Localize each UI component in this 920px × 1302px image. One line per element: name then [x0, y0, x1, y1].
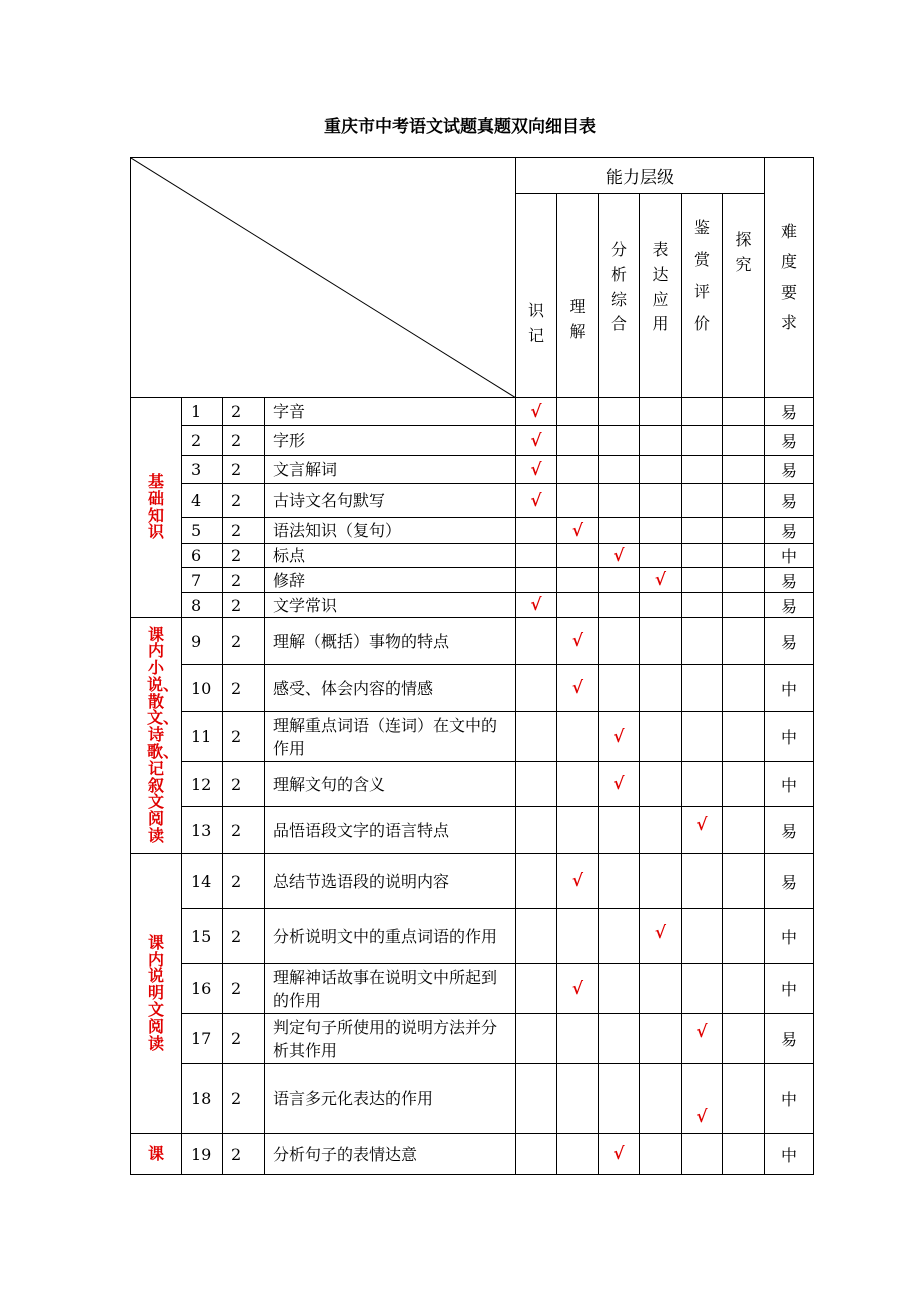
empty-level-cell	[723, 426, 765, 456]
item-score: 2	[223, 426, 265, 456]
level-header-label: 识记	[527, 300, 544, 345]
empty-level-cell	[640, 593, 682, 618]
empty-level-cell	[682, 618, 723, 665]
document-title: 重庆市中考语文试题真题双向细目表	[324, 117, 596, 137]
empty-level-cell	[682, 762, 723, 807]
item-score: 2	[223, 518, 265, 544]
empty-level-cell	[557, 456, 599, 484]
item-content: 理解文句的含义	[265, 762, 516, 807]
item-score: 2	[223, 568, 265, 593]
item-content: 文学常识	[265, 593, 516, 618]
item-number: 1	[182, 398, 223, 426]
item-score: 2	[223, 1134, 265, 1175]
empty-level-cell	[516, 618, 557, 665]
difficulty-value: 易	[765, 398, 814, 426]
empty-level-cell	[557, 568, 599, 593]
empty-level-cell	[557, 484, 599, 518]
diagonal-line	[131, 158, 516, 398]
level-header-label: 表达应用	[652, 240, 669, 334]
table-row	[131, 762, 814, 807]
empty-level-cell	[599, 568, 640, 593]
empty-level-cell	[516, 665, 557, 712]
empty-level-cell	[682, 426, 723, 456]
item-score: 2	[223, 807, 265, 854]
item-content: 品悟语段文字的语言特点	[265, 807, 516, 854]
empty-level-cell	[640, 484, 682, 518]
empty-level-cell	[599, 665, 640, 712]
difficulty-value: 易	[765, 1014, 814, 1064]
empty-level-cell	[640, 712, 682, 762]
empty-level-cell	[640, 398, 682, 426]
empty-level-cell	[516, 762, 557, 807]
item-score: 2	[223, 484, 265, 518]
difficulty-value: 易	[765, 456, 814, 484]
empty-level-cell	[723, 1014, 765, 1064]
item-score: 2	[223, 665, 265, 712]
empty-level-cell	[557, 398, 599, 426]
item-number: 6	[182, 544, 223, 568]
difficulty-value: 易	[765, 854, 814, 909]
empty-level-cell	[599, 1014, 640, 1064]
item-score: 2	[223, 1014, 265, 1064]
item-number: 18	[182, 1064, 223, 1134]
empty-level-cell	[640, 964, 682, 1014]
check-mark: √	[599, 762, 640, 807]
level-header-label: 探究	[735, 230, 752, 274]
item-score: 2	[223, 762, 265, 807]
empty-level-cell	[682, 909, 723, 964]
check-mark: √	[599, 1134, 640, 1175]
empty-level-cell	[516, 964, 557, 1014]
item-score: 2	[223, 398, 265, 426]
difficulty-value: 易	[765, 518, 814, 544]
empty-level-cell	[516, 909, 557, 964]
difficulty-value: 中	[765, 762, 814, 807]
item-number: 5	[182, 518, 223, 544]
item-score: 2	[223, 1064, 265, 1134]
empty-level-cell	[723, 593, 765, 618]
item-content: 判定句子所使用的说明方法并分析其作用	[265, 1014, 516, 1064]
table-row	[131, 593, 814, 618]
difficulty-value: 中	[765, 665, 814, 712]
empty-level-cell	[599, 909, 640, 964]
check-mark: √	[516, 456, 557, 484]
empty-level-cell	[640, 456, 682, 484]
empty-level-cell	[640, 807, 682, 854]
empty-level-cell	[599, 1064, 640, 1134]
item-content: 分析说明文中的重点词语的作用	[265, 909, 516, 964]
difficulty-value: 中	[765, 964, 814, 1014]
difficulty-value: 中	[765, 1134, 814, 1175]
empty-level-cell	[599, 807, 640, 854]
empty-level-cell	[557, 544, 599, 568]
empty-level-cell	[516, 712, 557, 762]
section-label	[131, 398, 182, 618]
empty-level-cell	[516, 544, 557, 568]
empty-level-cell	[682, 854, 723, 909]
table-row	[131, 1134, 814, 1175]
section-label-text: 课	[147, 1143, 164, 1163]
table-row	[131, 854, 814, 909]
item-content: 字形	[265, 426, 516, 456]
specification-table	[130, 157, 814, 1175]
item-content: 语法知识（复句）	[265, 518, 516, 544]
empty-level-cell	[557, 807, 599, 854]
empty-level-cell	[723, 854, 765, 909]
table-row	[131, 618, 814, 665]
empty-level-cell	[682, 593, 723, 618]
section-label-text: 课内小说、散文、诗歌、记叙文阅读	[147, 624, 180, 846]
empty-level-cell	[516, 518, 557, 544]
empty-level-cell	[723, 1134, 765, 1175]
level-header-understanding	[557, 194, 599, 398]
item-number: 17	[182, 1014, 223, 1064]
table-row	[131, 1014, 814, 1064]
table-row	[131, 964, 814, 1014]
check-mark: √	[557, 854, 599, 909]
item-score: 2	[223, 618, 265, 665]
empty-level-cell	[682, 665, 723, 712]
item-content: 理解重点词语（连词）在文中的作用	[265, 712, 516, 762]
difficulty-value: 易	[765, 593, 814, 618]
difficulty-value: 易	[765, 568, 814, 593]
check-mark: √	[516, 593, 557, 618]
check-mark: √	[557, 665, 599, 712]
item-content: 古诗文名句默写	[265, 484, 516, 518]
empty-level-cell	[723, 398, 765, 426]
table-row	[131, 456, 814, 484]
item-number: 14	[182, 854, 223, 909]
empty-level-cell	[557, 909, 599, 964]
level-header-recall	[516, 194, 557, 398]
item-number: 3	[182, 456, 223, 484]
check-mark: √	[599, 712, 640, 762]
empty-level-cell	[682, 518, 723, 544]
item-score: 2	[223, 712, 265, 762]
item-score: 2	[223, 854, 265, 909]
empty-level-cell	[640, 544, 682, 568]
section-label	[131, 1134, 182, 1175]
item-number: 12	[182, 762, 223, 807]
item-number: 15	[182, 909, 223, 964]
item-content: 语言多元化表达的作用	[265, 1064, 516, 1134]
item-score: 2	[223, 909, 265, 964]
empty-level-cell	[516, 1014, 557, 1064]
empty-level-cell	[516, 1134, 557, 1175]
difficulty-value: 易	[765, 484, 814, 518]
empty-level-cell	[516, 1064, 557, 1134]
empty-level-cell	[682, 964, 723, 1014]
empty-level-cell	[723, 544, 765, 568]
empty-level-cell	[640, 1134, 682, 1175]
item-number: 7	[182, 568, 223, 593]
empty-level-cell	[723, 807, 765, 854]
empty-level-cell	[599, 593, 640, 618]
empty-level-cell	[682, 1134, 723, 1175]
empty-level-cell	[723, 909, 765, 964]
empty-level-cell	[723, 762, 765, 807]
table-row	[131, 518, 814, 544]
item-content: 理解神话故事在说明文中所起到的作用	[265, 964, 516, 1014]
empty-level-cell	[599, 854, 640, 909]
difficulty-value: 易	[765, 426, 814, 456]
empty-level-cell	[723, 518, 765, 544]
check-mark: √	[599, 544, 640, 568]
table-row	[131, 568, 814, 593]
item-number: 19	[182, 1134, 223, 1175]
difficulty-value: 中	[765, 712, 814, 762]
check-mark: √	[557, 518, 599, 544]
level-header-label: 鉴赏评价	[693, 218, 710, 333]
empty-level-cell	[640, 1014, 682, 1064]
empty-level-cell	[682, 398, 723, 426]
difficulty-value: 易	[765, 807, 814, 854]
ability-level-header: 能力层级	[516, 158, 765, 194]
item-content: 文言解词	[265, 456, 516, 484]
empty-level-cell	[723, 964, 765, 1014]
section-label-text: 课内说明文阅读	[147, 932, 164, 1053]
empty-level-cell	[557, 1134, 599, 1175]
item-content: 标点	[265, 544, 516, 568]
empty-level-cell	[723, 665, 765, 712]
table-row	[131, 544, 814, 568]
empty-level-cell	[640, 1064, 682, 1134]
table-row	[131, 909, 814, 964]
item-content: 感受、体会内容的情感	[265, 665, 516, 712]
empty-level-cell	[640, 426, 682, 456]
section-label	[131, 618, 182, 854]
level-header-label: 理解	[569, 296, 586, 341]
check-mark: √	[557, 618, 599, 665]
item-score: 2	[223, 593, 265, 618]
level-header-expression	[640, 194, 682, 398]
diagonal-header-cell	[131, 158, 516, 398]
empty-level-cell	[682, 456, 723, 484]
check-mark: √	[682, 807, 723, 854]
item-number: 11	[182, 712, 223, 762]
level-header-appreciation	[682, 194, 723, 398]
difficulty-value: 中	[765, 1064, 814, 1134]
check-mark: √	[682, 1014, 723, 1064]
table-row	[131, 712, 814, 762]
empty-level-cell	[682, 544, 723, 568]
section-label	[131, 854, 182, 1134]
empty-level-cell	[599, 426, 640, 456]
table-row	[131, 484, 814, 518]
item-content: 总结节选语段的说明内容	[265, 854, 516, 909]
item-content: 字音	[265, 398, 516, 426]
empty-level-cell	[723, 484, 765, 518]
table-row	[131, 665, 814, 712]
table-row	[131, 398, 814, 426]
section-label-text: 基础知识	[147, 472, 164, 542]
empty-level-cell	[723, 568, 765, 593]
check-mark: √	[640, 909, 682, 964]
empty-level-cell	[723, 456, 765, 484]
difficulty-value: 中	[765, 544, 814, 568]
item-score: 2	[223, 964, 265, 1014]
difficulty-header	[765, 158, 814, 398]
empty-level-cell	[516, 854, 557, 909]
check-mark: √	[682, 1064, 723, 1134]
level-header-label: 分析综合	[610, 240, 627, 334]
check-mark: √	[516, 484, 557, 518]
empty-level-cell	[599, 964, 640, 1014]
empty-level-cell	[640, 854, 682, 909]
empty-level-cell	[599, 484, 640, 518]
item-number: 4	[182, 484, 223, 518]
check-mark: √	[557, 964, 599, 1014]
difficulty-value: 易	[765, 618, 814, 665]
empty-level-cell	[640, 518, 682, 544]
empty-level-cell	[682, 568, 723, 593]
empty-level-cell	[516, 568, 557, 593]
difficulty-header-text: 难度要求	[780, 221, 797, 332]
empty-level-cell	[599, 618, 640, 665]
check-mark: √	[516, 398, 557, 426]
table-row	[131, 426, 814, 456]
check-mark: √	[516, 426, 557, 456]
item-score: 2	[223, 456, 265, 484]
table-row	[131, 807, 814, 854]
item-number: 10	[182, 665, 223, 712]
item-number: 13	[182, 807, 223, 854]
empty-level-cell	[599, 398, 640, 426]
empty-level-cell	[557, 712, 599, 762]
empty-level-cell	[640, 665, 682, 712]
item-content: 分析句子的表情达意	[265, 1134, 516, 1175]
empty-level-cell	[682, 484, 723, 518]
empty-level-cell	[640, 618, 682, 665]
empty-level-cell	[723, 618, 765, 665]
empty-level-cell	[599, 518, 640, 544]
table-row	[131, 1064, 814, 1134]
check-mark: √	[640, 568, 682, 593]
empty-level-cell	[682, 712, 723, 762]
empty-level-cell	[516, 807, 557, 854]
item-score: 2	[223, 544, 265, 568]
item-number: 16	[182, 964, 223, 1014]
item-number: 2	[182, 426, 223, 456]
item-content: 理解（概括）事物的特点	[265, 618, 516, 665]
empty-level-cell	[723, 712, 765, 762]
empty-level-cell	[557, 1064, 599, 1134]
empty-level-cell	[640, 762, 682, 807]
empty-level-cell	[557, 1014, 599, 1064]
item-number: 9	[182, 618, 223, 665]
item-content: 修辞	[265, 568, 516, 593]
empty-level-cell	[557, 426, 599, 456]
empty-level-cell	[723, 1064, 765, 1134]
empty-level-cell	[557, 593, 599, 618]
empty-level-cell	[557, 762, 599, 807]
level-header-analysis	[599, 194, 640, 398]
item-number: 8	[182, 593, 223, 618]
empty-level-cell	[599, 456, 640, 484]
difficulty-value: 中	[765, 909, 814, 964]
level-header-inquiry	[723, 194, 765, 398]
